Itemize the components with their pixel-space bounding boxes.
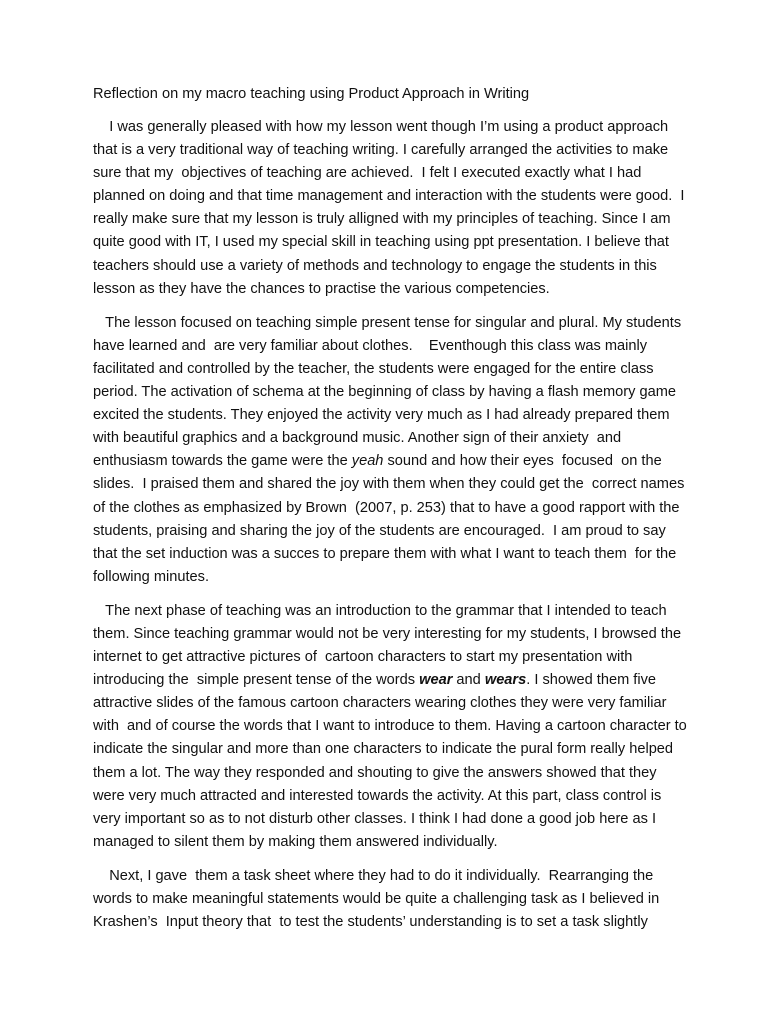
paragraph-line xyxy=(93,831,678,854)
text-run: of the clothes as emphasized by Brown (2007, p. 253) that to have a good rapport with the xyxy=(93,499,680,516)
paragraph-line xyxy=(93,381,678,404)
text-run: and xyxy=(452,672,485,689)
text-run: attractive slides of the famous cartoon characters wearing clothes they were very familiar xyxy=(93,695,667,712)
paragraph-list xyxy=(93,116,687,934)
text-run: managed to silent them by making them answered individually. xyxy=(93,833,498,850)
paragraph-line xyxy=(93,335,678,358)
text-run: facilitated and controlled by the teacher, the students were engaged for the entire class xyxy=(93,360,654,377)
text-run: students, praising and sharing the joy of the students are encouraged. I am proud to say xyxy=(93,522,666,539)
paragraph-line xyxy=(93,785,678,808)
text-run: enthusiasm towards the game were the xyxy=(93,453,352,470)
text-run: quite good with IT, I used my special skill in teaching using ppt presentation. I believe that xyxy=(93,234,669,251)
paragraph xyxy=(93,116,685,301)
paragraph xyxy=(93,312,685,589)
emphasized-text: wear xyxy=(419,672,453,689)
document-body xyxy=(93,83,687,945)
paragraph-line xyxy=(93,865,678,888)
text-run: . I showed them five xyxy=(526,672,657,689)
emphasized-text: wears xyxy=(484,672,527,689)
text-run: Next, I gave them a task sheet where they had to do it individually. Rearranging the xyxy=(93,867,654,884)
paragraph-line xyxy=(93,116,678,139)
paragraph-line xyxy=(93,450,678,473)
paragraph-line xyxy=(93,762,678,785)
paragraph-line xyxy=(93,208,678,231)
text-run: were very much attracted and interested towards the activity. At this part, class control is xyxy=(93,787,662,804)
paragraph-line xyxy=(93,497,678,520)
paragraph-line xyxy=(93,600,678,623)
text-run: really make sure that my lesson is truly alligned with my principles of teaching. Since I am xyxy=(93,211,671,228)
text-run: internet to get attractive pictures of cartoon characters to start my presentation with xyxy=(93,649,633,666)
paragraph-line xyxy=(93,520,678,543)
text-run: Krashen’s Input theory that to test the students’ understanding is to set a task slightly xyxy=(93,914,648,931)
text-run: sound and how their eyes focused on the xyxy=(383,453,662,470)
text-run: The lesson focused on teaching simple present tense for singular and plural. My students xyxy=(93,314,682,331)
text-run: that the set induction was a succes to prepare them with what I want to teach them for the xyxy=(93,545,677,562)
text-run: slides. I praised them and shared the joy with them when they could get the correct names xyxy=(93,476,685,493)
paragraph xyxy=(93,600,687,854)
text-run: have learned and are very familiar about clothes. Eventhough this class was mainly xyxy=(93,337,648,354)
paragraph-line xyxy=(93,543,678,566)
paragraph-line xyxy=(93,888,678,911)
text-run: with and of course the words that I want to introduce to them. Having a cartoon character to xyxy=(93,718,687,735)
paragraph-line xyxy=(93,404,678,427)
text-run: very important so as to not disturb other classes. I think I had done a good job here as I xyxy=(93,810,656,827)
paragraph-line xyxy=(93,255,678,278)
paragraph-line xyxy=(93,808,678,831)
text-run: excited the students. They enjoyed the activity very much as I had already prepared them xyxy=(93,407,670,424)
paragraph-line xyxy=(93,911,678,934)
text-run: introducing the simple present tense of the words xyxy=(93,672,420,689)
text-run: them. Since teaching grammar would not be very interesting for my students, I browsed the xyxy=(93,625,682,642)
paragraph-line xyxy=(93,473,685,496)
paragraph-line xyxy=(93,566,678,589)
paragraph-line xyxy=(93,185,685,208)
text-run: with beautiful graphics and a background music. Another sign of their anxiety and xyxy=(93,430,622,447)
paragraph-line xyxy=(93,692,678,715)
text-run: them a lot. The way they responded and shouting to give the answers showed that they xyxy=(93,764,657,781)
document-title: Reflection on my macro teaching using Product Approach in Writing xyxy=(93,86,530,102)
text-run: planned on doing and that time management and interaction with the students were good. I xyxy=(93,188,685,205)
paragraph-line xyxy=(93,312,682,335)
text-run: that is a very traditional way of teaching writing. I carefully arranged the activities to make xyxy=(93,142,669,159)
text-run: lesson as they have the chances to practise the various competencies. xyxy=(93,280,550,297)
paragraph-line xyxy=(93,278,678,301)
paragraph-line xyxy=(93,358,678,381)
paragraph-line xyxy=(93,715,687,738)
emphasized-text: yeah xyxy=(351,453,384,470)
text-run: I was generally pleased with how my lesson went though I’m using a product approach xyxy=(93,119,669,135)
text-run: following minutes. xyxy=(93,568,209,585)
paragraph-line xyxy=(93,231,678,254)
text-run: teachers should use a variety of methods and technology to engage the students in this xyxy=(93,257,657,274)
paragraph-line xyxy=(93,646,678,669)
text-run: The next phase of teaching was an introduction to the grammar that I intended to teach xyxy=(93,602,667,619)
paragraph-line xyxy=(93,669,678,692)
paragraph-line xyxy=(93,139,678,162)
paragraph-line xyxy=(93,623,682,646)
paragraph-line xyxy=(93,162,678,185)
paragraph-line xyxy=(93,738,678,761)
text-run: period. The activation of schema at the beginning of class by having a flash memory game xyxy=(93,384,676,401)
text-run: indicate the singular and more than one characters to indicate the pural form really helped xyxy=(93,741,674,758)
paragraph xyxy=(93,865,678,934)
text-run: sure that my objectives of teaching are achieved. I felt I executed exactly what I had xyxy=(93,165,642,182)
text-run: words to make meaningful statements would be quite a challenging task as I believed in xyxy=(93,891,660,907)
paragraph-line xyxy=(93,427,678,450)
